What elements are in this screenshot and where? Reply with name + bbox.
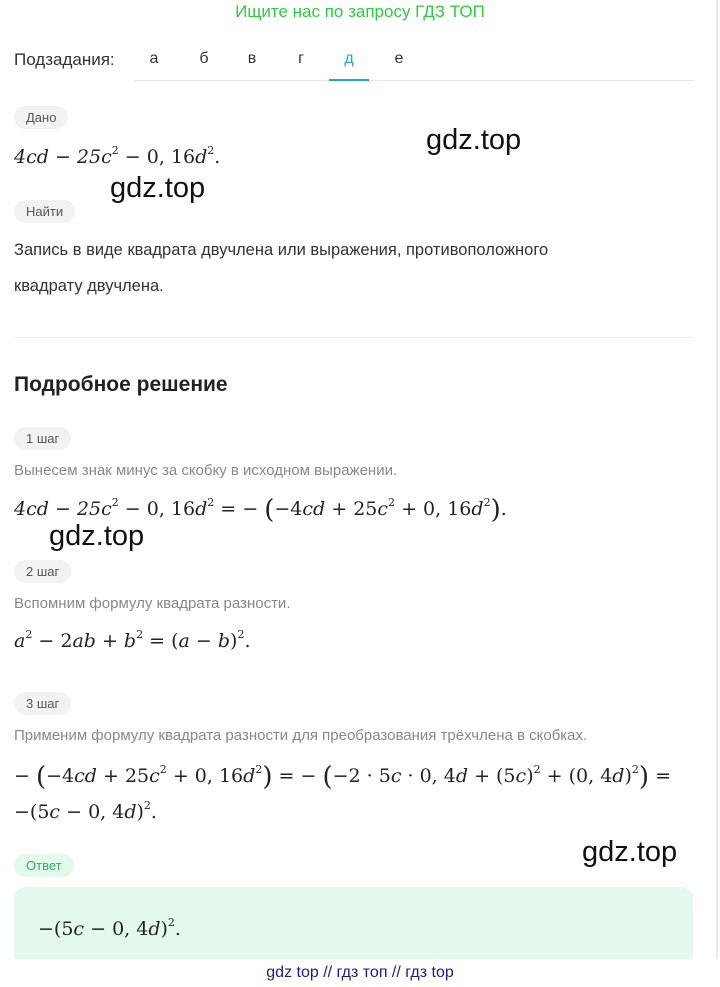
tab-d[interactable]: д [329,50,369,81]
step-1-tag: 1 шаг [14,427,71,450]
step-3-tag: 3 шаг [14,692,71,715]
find-text-line-2: квадрату двучлена. [14,277,164,295]
answer-tag: Ответ [14,854,74,877]
step-1-hint: Вынесем знак минус за скобку в исходном выражении. [14,462,398,479]
tab-g[interactable]: г [298,50,304,67]
tab-b[interactable]: б [199,50,209,67]
subtask-tabs [134,44,694,81]
tab-a[interactable]: а [149,50,159,67]
watermark-4: gdz.top [582,836,678,868]
tab-e[interactable]: е [394,50,404,67]
divider [14,337,694,338]
tab-v[interactable]: в [247,50,257,67]
answer-expression: −(5c − 0, 4d)$^2$. [38,916,181,940]
search-banner: Ищите нас по запросу ГДЗ ТОП [235,2,485,21]
subtasks-label: Подзадания: [14,50,115,69]
solution-title: Подробное решение [14,373,228,396]
watermark-3: gdz.top [49,520,145,552]
scrollbar[interactable] [716,0,718,987]
step-2-hint: Вспомним формулу квадрата разности. [14,595,291,612]
subtasks-row [14,44,694,82]
watermark-1: gdz.top [426,124,522,156]
step-3-expression-line-2: −(5c − 0, 4d)$^2$. [14,799,157,823]
step-3-hint: Применим формулу квадрата разности для преобразования трёхчлена в скобках. [14,727,588,744]
step-2-expression: $a^2 - 2ab + b^2 = (a - b)^2$. [14,628,251,652]
watermark-2: gdz.top [110,172,206,204]
find-text-line-1: Запись в виде квадрата двучлена или выражения, противоположного [14,241,549,259]
step-2-tag: 2 шаг [14,560,71,583]
footer-links: gdz top // гдз топ // гдз top [0,959,720,987]
given-expression: $4cd - 25c^2 - 0$, $16d^2$. [14,144,221,168]
step-3-expression-line-1: − ($-4cd + 25c^2 + 0$, $16d^2$) = − (−2 · 5c · 0, $4d + (5c)^2 + (0$, 4d)$^2$) = [14,762,672,792]
step-1-expression: $4cd - 25c^2 - 0$, $16d^2$ = − ($-4cd + 25c^2 + 0$, $16d^2$). [14,495,507,525]
given-tag: Дано [14,106,68,129]
find-tag: Найти [14,200,75,223]
